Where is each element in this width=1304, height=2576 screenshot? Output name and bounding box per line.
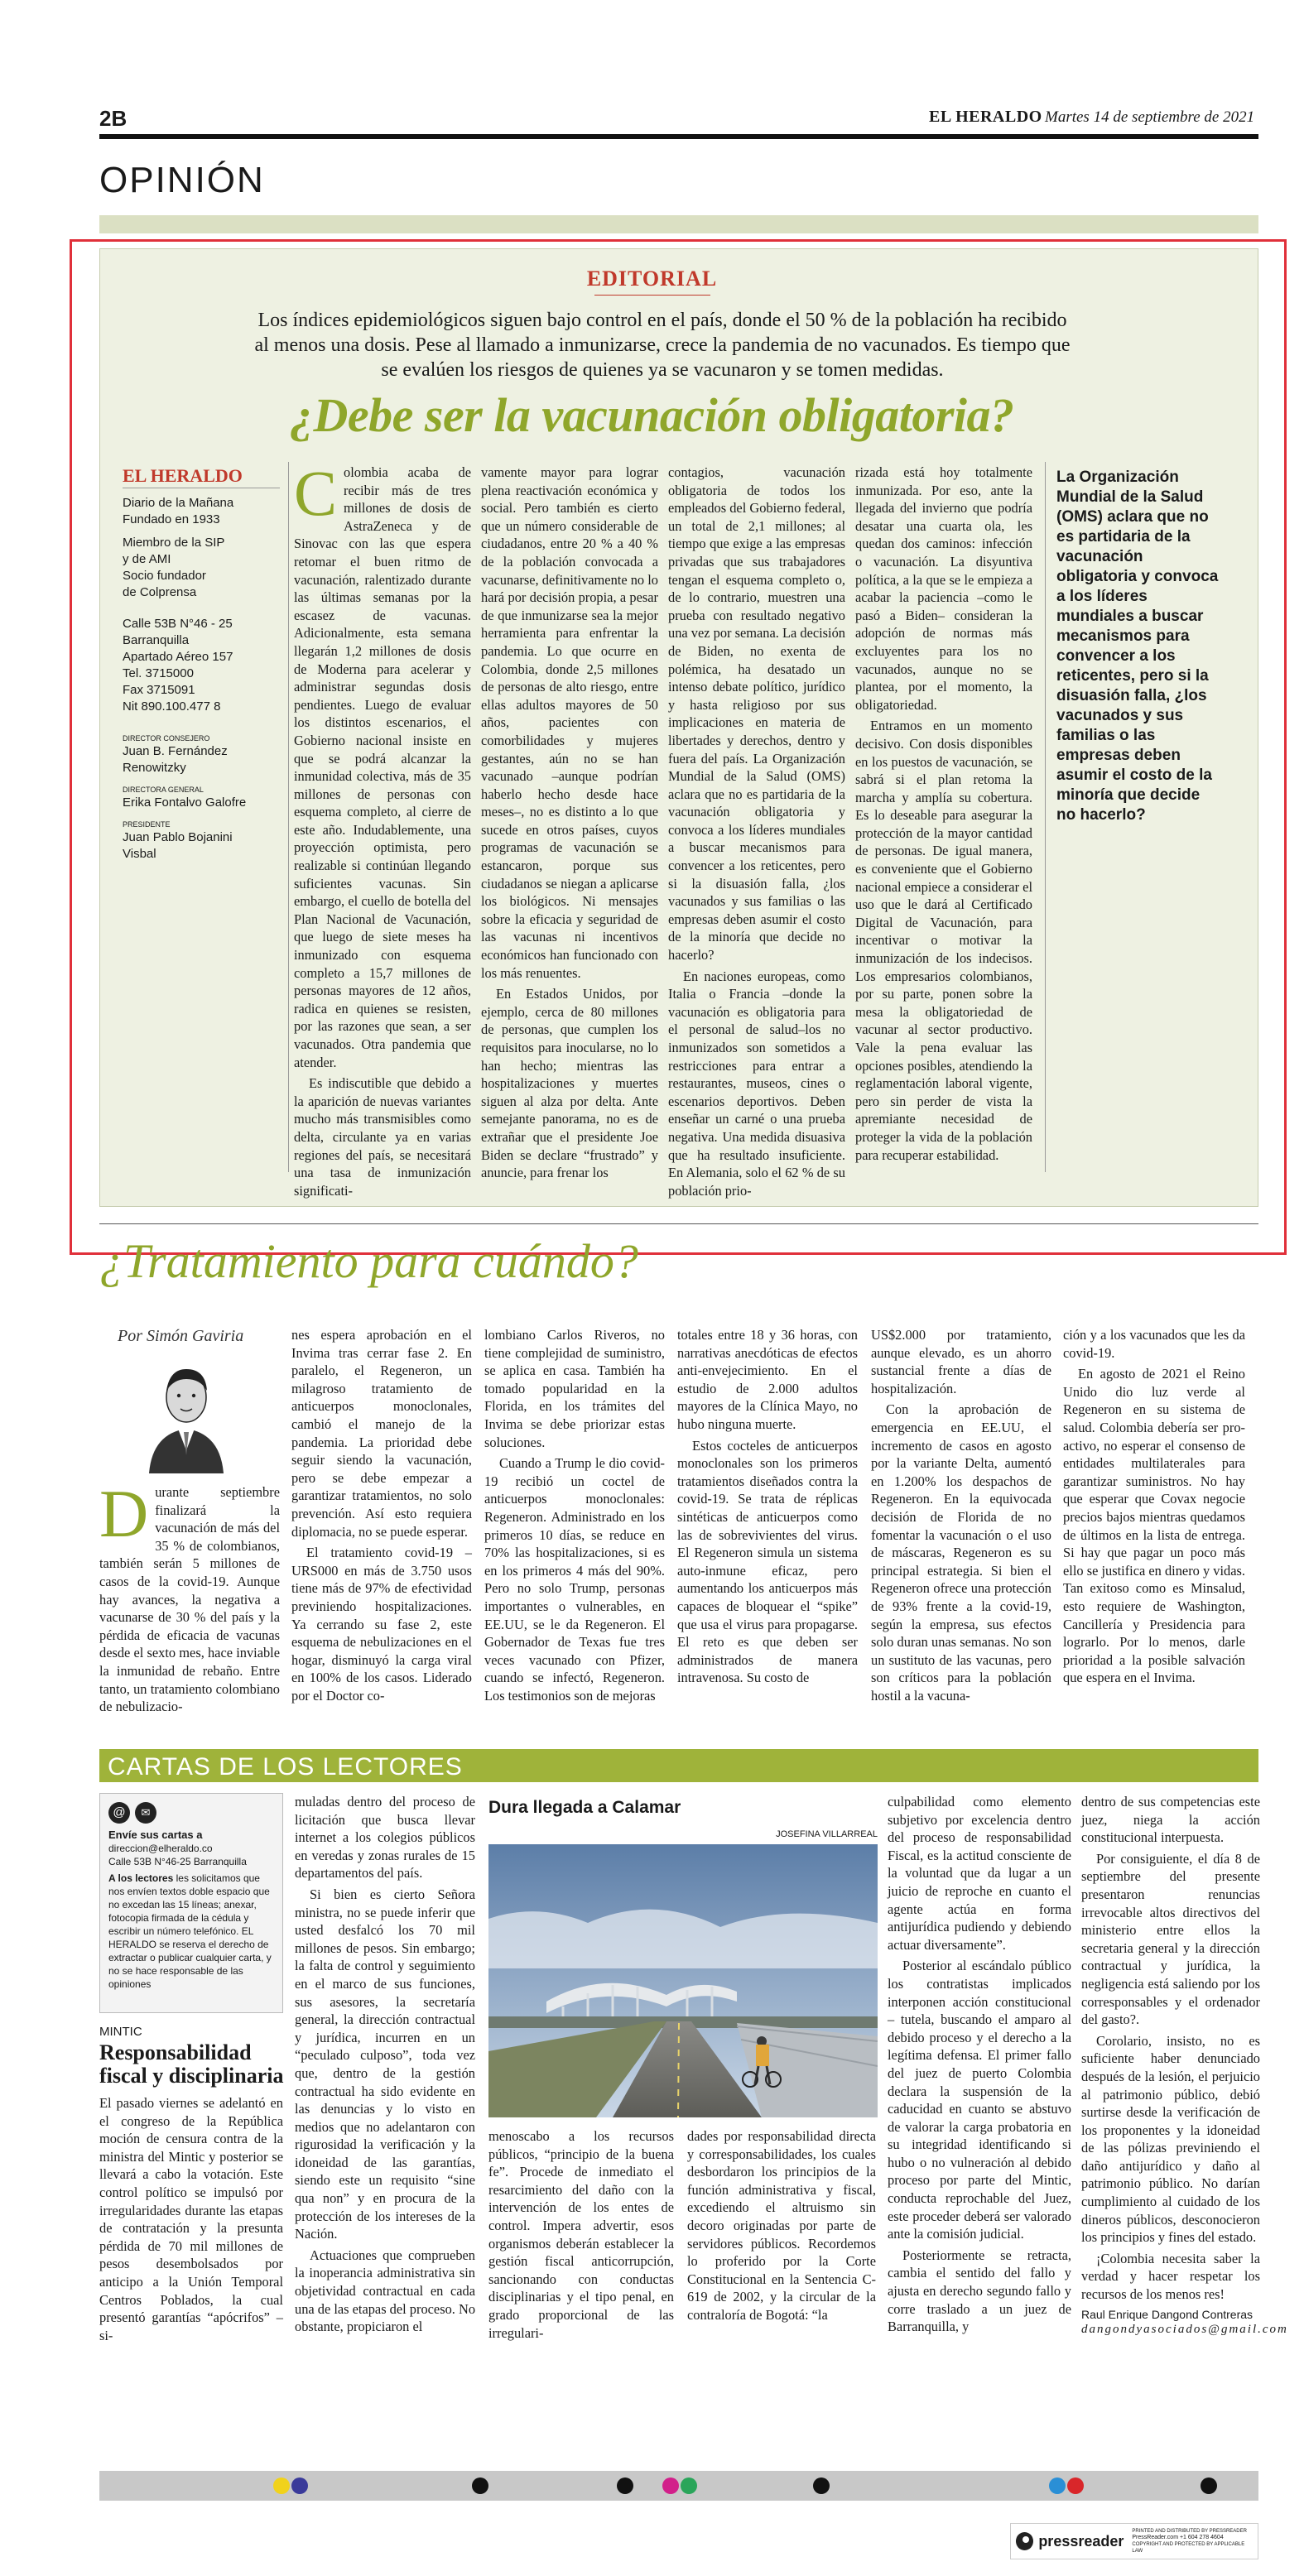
editorial-text: En naciones europeas, como Italia o Francia –donde la vacunación es obligatoria para el personal de salud–los no inmunizados son sometidos a restricciones para entrar a restaurantes, museos, cines o escenarios deportivos. Deben enseñar un carné o una prueba negativa. Una medida disuasiva que ha resultado insuficiente. En Alemania, solo el 62 % de su población prio- (668, 968, 845, 1199)
contact-note-text: les solicitamos que nos envíen textos doble espacio que no excedan las 15 líneas; anexar, fotocopia firmada de la cédula y escribir un número telefónico. EL HERALDO se reserva el derecho de extractar o publicar cualquier carta, y no se hace responsable de las opiniones (108, 1872, 272, 1990)
masthead-name-1: Juan B. Fernández Renowitzky (123, 744, 228, 775)
pressreader-icon (1016, 2532, 1033, 2550)
editorial-divider (1045, 462, 1046, 1172)
mail-icon: ✉ (135, 1802, 156, 1824)
letter-col-4 (687, 2127, 876, 2328)
editorial-col-4 (855, 464, 1032, 1167)
letter-email: dangondyasociados@gmail.com (1081, 2322, 1288, 2336)
letter-text: Por consiguiente, el día 8 de septiembre del presente presentaron renuncias irrevocable altos directivos del ministerio entre ellos la secretaria general y la dirección contractual y jurídica, la negligencia está saliendo por los corresponsables y el ordenador del gasto?. (1081, 1850, 1260, 2028)
registration-strip (99, 2471, 1258, 2501)
pressreader-logo: pressreader (1038, 2532, 1124, 2550)
letter-text: dentro de sus competencias este juez, niega la acción constitucional interpuesta. (1081, 1794, 1260, 1846)
masthead-address: Calle 53B N°46 - 25 Barranquilla Apartado Aéreo 157 Tel. 3715000 Fax 3715091 Nit 890.100.477 8 (123, 617, 233, 714)
registration-dot (662, 2477, 679, 2494)
column-text: Con la aprobación de emergencia en EE.UU, el incremento de casos en agosto por la variante Delta, aumentó en 1.200% los despachos de Regeneron. En la equivocada decisión de Florida de no fomentar la vacunación o el uso de máscaras, Regeneron es su principal estrategia. Si bien el Regeneron ofrece una protección de 93% frente a la covid-19, según la empresa, sus efectos solo duran unas semanas. No son un sustituto de las vacunas, pero son críticos para la población hostil a la vacuna- (871, 1401, 1051, 1704)
letter-text: dades por responsabilidad directa y corresponsabilidades, los cuales desbordaron los principios de la función administrativa y fiscal, excediendo el altruismo sin decoro originadas por parte de servidores públicos. Recordemos lo proferido por la Corte Constitucional en la Sentencia C-619 de 2002, y la circular de la contraloría de Bogotá: “la (687, 2128, 876, 2323)
letter-col-2 (295, 1793, 475, 2339)
registration-dot (681, 2477, 697, 2494)
contact-title: Envíe sus cartas a (108, 1829, 203, 1841)
registration-dot (1067, 2477, 1084, 2494)
pressreader-printed: PRINTED AND DISTRIBUTED BY PRESSREADER (1132, 2529, 1247, 2534)
column-text: US$2.000 por tratamiento, aunque elevado, es un ahorro sustancial frente a días de hospitalización. (871, 1327, 1051, 1396)
column-text: urante septiembre finalizará la vacunación de más del 35 % de colombianos, también serán 5 millones de casos de la covid-19. Aunque hay avances, la negativa a vacunarse de 30 % del país y la pérdida de eficacia de vacunas desde el sexto mes, hace inviable la inmunidad de rebaño. Entre tanto, un tratamiento colombiano de nebulizacio- (99, 1484, 280, 1715)
letter-text: Si bien es cierto Señora ministra, no se puede inferir que usted desfalcó los 70 mil millones de pesos. Sin embargo; la falta de control y seguimiento en el marco de sus funciones, sus asesores, la secretaría general, la dirección contractual y jurídica, incurren en un “peculado culposo”, toda vez que, dentro de la gestión contractual ha sido evidente en las denuncias y lo visto en medios que no adelantaron con rigurosidad la verificación y la idoneidad de las garantías, siendo este un requisito “sine qua non” y en procura de la protección de los intereses de la Nación. (295, 1886, 475, 2242)
masthead-membership: Miembro de la SIP y de AMI Socio fundador de Colprensa (123, 536, 225, 599)
masthead-role-1: DIRECTOR CONSEJERO (123, 734, 210, 743)
drop-cap: C (294, 457, 338, 529)
registration-dot (617, 2477, 633, 2494)
column-text: nes espera aprobación en el Invima tras cerrar fase 2. En paralelo, el Regeneron, un milagroso tratamiento de anticuerpos monoclonales, cambió el manejo de la pandemia. La prioridad debe seguir siendo la vacunación, pero se debe empezar a garantizar tratamientos, no solo prevención. Así esto requiera diplomacia, no se puede esperar. (291, 1327, 472, 1540)
masthead-role-3: PRESIDENTE (123, 820, 171, 829)
letter-text: muladas dentro del proceso de licitación que busca llevar internet a los colegios públicos en veredas y zonas rurales de 15 departamentos del país. (295, 1794, 475, 1882)
registration-dot (1049, 2477, 1066, 2494)
column-text: En agosto de 2021 el Reino Unido dio luz verde al Regeneron en su sistema de salud. Colombia debería ser pro-activo, no esperar el consenso de entidades multilaterales para garantizar suministros. No hay que esperar que Covax negocie precios bajos mientras quedamos de últimos en la lista de entrega. Si hay que pagar un poco más ello se justifica en dinero y vidas. Tan exitoso como es Minsalud, esto requiere de Washington, Cancillería y Presidencia para lograrlo. Por lo menos, darle prioridad a la posible salvación que espera en el Invima. (1063, 1366, 1245, 1686)
contact-note (108, 1872, 274, 1991)
section-band (99, 215, 1258, 233)
column-col-1 (99, 1476, 280, 1719)
editorial-text: Entramos en un momento decisivo. Con dosis disponibles en los puestos de vacunación, se sabrá si el plan retoma la marcha y amplía su cobertura. Es lo deseable para asegurar la protección de la mayor cantidad de personas. De igual manera, es conveniente que el Gobierno nacional empiece a considerar el uso que le dará al Certificado Digital de Vacunación, para incentivar o motivar la inmunización de los indecisos. Los empresarios colombianos, por su parte, ponen sobre la mesa la obligatoriedad de vacunar al sector productivo. Vale la pena evaluar las opciones posibles, atendiendo la reglamentación laboral vigente, pero sin perder de vista la apremiante necesidad de proteger la vida de la población para recuperar estabilidad. (855, 718, 1032, 1163)
editorial-deck: Los índices epidemiológicos siguen bajo control en el país, donde el 50 % de la población ha recibido al menos una dosis. Pese al llamado a inmunizarse, crece la pandemia de no vacunados. Es tiempo que se evalúen los riesgos de quienes ya se vacunaron y se tomen medidas. (254, 310, 1071, 381)
editorial-col-1 (294, 457, 471, 1203)
registration-dot (1201, 2477, 1217, 2494)
registration-dot (291, 2477, 308, 2494)
at-icon: @ (108, 1802, 130, 1824)
letter-text: Posteriormente se retracta, cambia el sentido del fallo y ajusta en derecho segundo fallo y corre traslado a un juez de Barranquilla, y (888, 2247, 1071, 2335)
contact-lines: direccion@elheraldo.co Calle 53B N°46-25 Barranquilla (108, 1843, 247, 1867)
pressreader-copyright: COPYRIGHT AND PROTECTED BY APPLICABLE LAW (1132, 2542, 1245, 2554)
letter-kicker: MINTIC (99, 2025, 142, 2039)
editorial-text: contagios, vacunación obligatoria de todos los empleados del Gobierno federal, un total de 2,1 millones; al tiempo que exige a las empresas privadas que sus trabajadores tengan el esquema completo o, de lo contrario, muestren una prueba con resultado negativo una vez por semana. La decisión de Biden, no exenta de polémica, ha desatado un intenso debate político, jurídico y hasta religioso por sus implicaciones en materia de libertades y derechos, dentro y fuera del país. La Organización Mundial de la Salud (OMS) aclara que no es partidaria de la vacunación obligatoria y convoca a los líderes mundiales a buscar mecanismos para convencer a los reticentes, pero si la disuasión falla, ¿los vacunados y sus familias o las empresas deben asumir el costo de la minoría que decide no hacerlo? (668, 464, 845, 964)
letter-text: menoscabo a los recursos públicos, “principio de la buena fe”. Procede de inmediato el resarcimiento del daño con la intervención de los entes de control. Impera advertir, esos organismos deberán establecer la gestión fiscal anticorrupción, sancionando con conductas disciplinarias y el tipo penal, en grado proporcional de las irregulari- (488, 2128, 674, 2341)
letters-header: CARTAS DE LOS LECTORES (108, 1753, 463, 1781)
column-text: Estos cocteles de anticuerpos monoclonales son los primeros tratamientos diseñados contra la covid-19. Se trata de réplicas sintéticas de anticuerpos como las de sobrevivientes del virus. El Regeneron simula un sistema auto-inmune eficaz, pero aumentando los anticuerpos más capaces de bloquear el “spike” que usa el virus para propagarse. El reto es que deben ser administrados de manera intravenosa. Su costo de (677, 1437, 858, 1686)
editorial-text: vamente mayor para lograr plena reactivación económica y social. Pero también es cierto que un número considerable de ciudadanos, entre 20 % a 40 % de la población convocada a vacunarse, definitivamente no lo hará por decisión propia, a pesar de que inmunizarse sea la mejor herramienta para enfrentar la pandemia. Lo que ocurre en Colombia, donde 2,5 millones de personas de alto riesgo, entre ellas adultos mayores de 50 años, pacientes con comorbilidades y mujeres gestantes, aún no se han vacunado –aunque podrían haberlo hecho desde hace meses–, no es distinto a lo que sucede en otros países, cuyos programas de vacunación se estancaron, porque sus ciudadanos se niegan a aplicarse los biológicos. Ni mensajes sobre la eficacia y seguridad de las vacunas ni incentivos económicos han funcionado con los más renuentes. (481, 464, 658, 981)
letter-text: ¡Colombia necesita saber la verdad y hacer respetar los recursos de los menos res! (1081, 2250, 1260, 2303)
editorial-text: En Estados Unidos, por ejemplo, cerca de 80 millones de personas, que cumplen los requisitos para inocularse, no lo han hecho; mientras las hospitalizaciones y muertes siguen al alza por delta. Ante semejante panorama, no es de extrañar que el presidente Joe Biden se declare “frustrado” y anuncie, para frenar los (481, 986, 658, 1181)
editorial-text: olombia acaba de recibir más de tres millones de dosis de AstraZeneca y de Sinovac con las que espera retomar el buen ritmo de vacunación, ralentizado durante las últimas semanas por la escasez de vacunas. Adicionalmente, esta semana llegarán 1,2 millones de dosis de Moderna para acelerar y administrar segundas dosis pendientes. Luego de evaluar los distintos escenarios, el Gobierno nacional insiste en que se podrá alcanzar la inmunidad colectiva, más de 35 millones de personas con esquema completo, al cierre de este año. Indudablemente, una proyección optimista, pero realizable si continúan llegando suficientes vacunas. Sin embargo, el cuello de botella del Plan Nacional de Vacunación, que luego de siete meses ha inmunizado con esquema completo a 15,7 millones de personas mayores de 12 años, radica en quienes se resisten, por las razones que sean, a ser vacunados. Otra pandemia que atender. (294, 464, 471, 1070)
contact-note-bold: A los lectores (108, 1872, 174, 1884)
pressreader-badge (1010, 2523, 1258, 2559)
masthead-name-2: Erika Fontalvo Galofre (123, 795, 247, 810)
photo-title: Dura llegada a Calamar (488, 1798, 681, 1817)
column-text: lombiano Carlos Riveros, no tiene complejidad de suministro, se aplica en casa. También ha tomado popularidad en la Florida, en los trámites del Invima se debe priorizar estas soluciones. (484, 1327, 665, 1450)
masthead (123, 465, 280, 863)
registration-dot (273, 2477, 290, 2494)
editorial-divider (288, 462, 289, 1172)
letter-text: culpabilidad como elemento subjetivo por excelencia dentro del proceso de responsabilidad Fiscal, es la actitud consciente de la voluntad que da lugar a un juicio de reproche en cuanto el agente actúa en forma antijurídica pudiendo y debiendo actuar diversamente”. (888, 1794, 1071, 1953)
editorial-kicker-line (594, 295, 710, 296)
column-text: ción y a los vacunados que les da covid-19. (1063, 1327, 1245, 1361)
drop-cap: D (99, 1476, 149, 1551)
masthead-founded: Diario de la Mañana Fundado en 1933 (123, 496, 234, 526)
editorial-text: Es indiscutible que debido a la aparición de nuevas variantes mucho más transmisibles como delta, circulante ya en varias regiones del país, se necesitará una tasa de inmunización significati- (294, 1075, 471, 1199)
pullquote: La Organización Mundial de la Salud (OMS) aclara que no es partidaria de la vacunación obligatoria y convoca a los líderes mundiales a buscar mecanismos para convencer a los reticentes, pero si la disuasión falla, ¿los vacunados y sus familias o las empresas deben asumir el costo de la minoría que decide no hacerlo? (1056, 469, 1219, 824)
editorial-kicker: EDITORIAL (586, 267, 718, 291)
column-text: Cuando a Trump le dio covid-19 recibió un coctel de anticuerpos monoclonales: Regeneron. Administrado en los primeros 10 días, se reduce en 70% las hospitalizaciones, si es en los primeros 4 más del 90%. Pero no solo Trump, personas importantes o vulnerables, en EE.UU, se le da Regeneron. El Gobernador de Texas fue tres veces vacunado con Pfizer, cuando se infectó, Regeneron. Los testimonios son de mejoras (484, 1455, 665, 1704)
letter-col-1 (99, 2094, 283, 2348)
column-text: El tratamiento covid-19 – URS000 en más de 3.750 usos tiene más de 97% de efectividad previniendo hospitalizaciones. Ya cerrando su fase 2, este esquema de nebulizaciones en el hogar, disminuyó la carga viral en 100% de los casos. Liderado por el Doctor co- (291, 1545, 472, 1704)
letter-text: Actuaciones que comprueben la inoperancia administrativa sin objetividad contractual en cada una de las etapas del proceso. No obstante, propiciaron el (295, 2247, 476, 2335)
column-col-4 (677, 1326, 858, 1690)
editorial-col-3 (668, 464, 845, 1203)
letter-text: El pasado viernes se adelantó en el congreso de la República moción de censura contra de la ministra del Mintic y posterior se llevará a cabo la votación. Este control político se impulsó por irregularidades durante las etapas de contratación y la presunta pérdida de 70 mil millones de pesos desembolsados por anticipo a la Unión Temporal Centros Poblados, la cual presentó garantías “apócrifos” – si- (99, 2095, 283, 2343)
column-col-3 (484, 1326, 665, 1708)
masthead-role-2: DIRECTORA GENERAL (123, 786, 204, 794)
registration-dot (813, 2477, 830, 2494)
masthead-name: EL HERALDO (123, 468, 280, 488)
letter-title: Responsabilidad fiscal y disciplinaria (99, 2040, 284, 2088)
editorial-text: rizada está hoy totalmente inmunizada. Por eso, ante la llegada del invierno que podría desatar una cuarta ola, les quedan dos caminos: infección o vacunación. La disyuntiva política, a la que se le empieza a acabar la paciencia –como le pasó a Biden– consideran la adopción de normas más excluyentes para los no vacunados, aunque no se plantea, por el momento, la obligatoriedad. (855, 464, 1032, 713)
paper-name: EL HERALDO (929, 108, 1042, 126)
photo-credit: JOSEFINA VILLARREAL (776, 1829, 878, 1839)
letter-col-6 (1081, 1793, 1288, 2338)
section-title: OPINIÓN (99, 160, 265, 200)
column-col-5 (871, 1326, 1051, 1708)
masthead-name-3: Juan Pablo Bojanini Visbal (123, 830, 233, 861)
letter-text: Corolario, insisto, no es suficiente haber denunciado después de la lesión, el perjuicio al patrimonio público, debió surtirse desde la verificación de los proponentes y la idoneidad de las pólizas previniendo el daño antijurídico y daño al patrimonio público. No darían cumplimiento al cuidado de los dineros públicos, desconocieron los principios y fines del estado. (1081, 2032, 1260, 2246)
column-col-6 (1063, 1326, 1245, 1690)
contact-box (99, 1793, 283, 2013)
bridge-photo (488, 1844, 878, 2117)
registration-dot (472, 2477, 488, 2494)
editorial-col-2 (481, 464, 658, 1185)
letter-col-5 (888, 1793, 1071, 2339)
letter-col-3 (488, 2127, 674, 2345)
author-portrait (141, 1358, 232, 1473)
separator (99, 1223, 1258, 1224)
letter-text: Posterior al escándalo público los contratistas implicados interponen acción constitucional – tutela, buscando el amparo al debido proceso y el derecho a la legítima defensa. El primer fallo del juez de puerto Colombia declara la suspensión de la caducidad en cuanto se abstuvo de valorar la carga probatoria en su integridad identificando si hubo o no vulneración al debido proceso por parte del Mintic, conducta reprochable del Juez, este proceder deberá ser valorado ante la comisión judicial. (888, 1958, 1071, 2242)
editorial-title: ¿Debe ser la vacunación obligatoria? (290, 388, 1014, 442)
column-title: ¿Tratamiento para cuándo? (99, 1234, 638, 1288)
page-number: 2B (99, 106, 128, 131)
column-text: totales entre 18 y 36 horas, con narrativas anecdóticas de efectos anti-envejecimiento. En el estudio de 2.000 adultos mayores de la Clínica Mayo, no hubo ninguna muerte. (677, 1327, 858, 1432)
letter-signature: Raul Enrique Dangond Contreras (1081, 2307, 1253, 2321)
pressreader-contact: PressReader.com +1 604 278 4604 (1132, 2535, 1224, 2540)
issue-date: Martes 14 de septiembre de 2021 (1045, 108, 1255, 126)
column-byline: Por Simón Gaviria (118, 1327, 244, 1345)
column-col-2 (291, 1326, 472, 1708)
header-rule (99, 134, 1258, 139)
